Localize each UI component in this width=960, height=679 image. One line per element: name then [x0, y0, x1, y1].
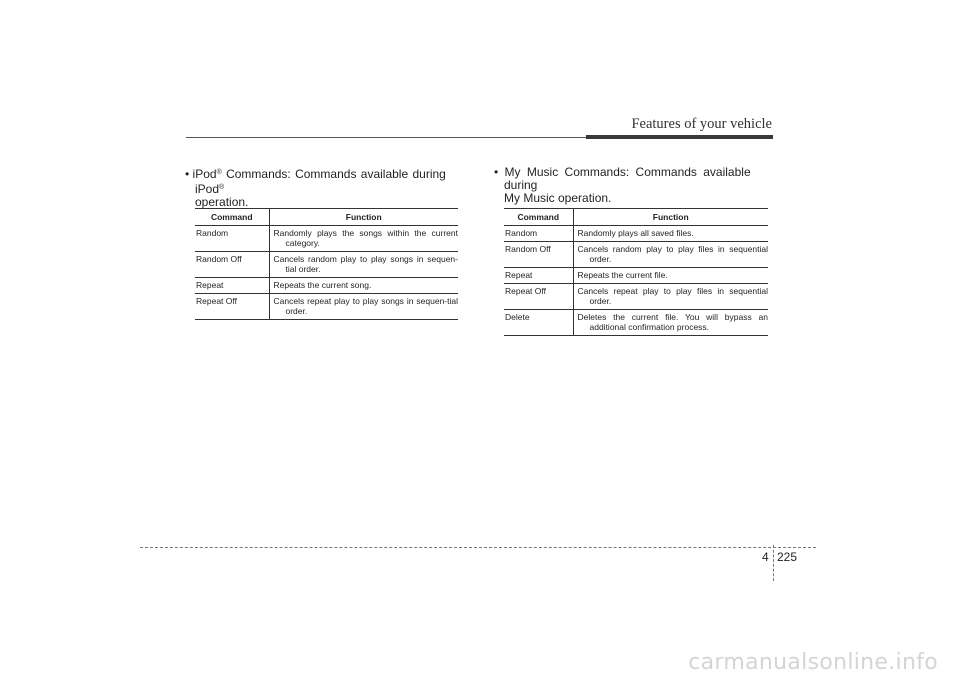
footer-page-divider: [773, 545, 774, 581]
function-text: Randomly plays the songs within the current category.: [273, 228, 458, 248]
table-row: [195, 226, 458, 252]
my-music-commands-table: [504, 208, 768, 336]
watermark: carmanualsonline.info: [688, 650, 938, 675]
function-cell: [573, 284, 768, 310]
function-text: Cancels repeat play to play songs in sequen-tial order.: [273, 296, 458, 316]
column-header-command: Command: [504, 209, 573, 226]
my-music-bullet-line1: • My Music Commands: Commands available during: [494, 165, 751, 192]
table-row: [195, 252, 458, 278]
function-cell: [573, 226, 768, 242]
command-cell: Random: [504, 226, 573, 242]
function-cell: [269, 294, 458, 320]
function-text: Randomly plays all saved files.: [577, 228, 694, 238]
footer-divider: [140, 547, 816, 548]
table-header-row: [504, 209, 768, 226]
function-cell: [269, 226, 458, 252]
command-cell: Random Off: [504, 242, 573, 268]
function-text: Cancels random play to play files in sequential order.: [577, 244, 768, 264]
function-text: Repeats the current file.: [577, 270, 668, 280]
registered-mark: ®: [216, 169, 222, 176]
function-text: Repeats the current song.: [273, 280, 372, 290]
column-header-function: Function: [269, 209, 458, 226]
function-text: Deletes the current file. You will bypass an additional confirmation process.: [577, 312, 768, 332]
function-cell: [269, 252, 458, 278]
my-music-bullet-text: [494, 166, 775, 205]
command-cell: Repeat: [504, 268, 573, 284]
ipod-bullet-middle: Commands: Commands available during iPod: [195, 167, 446, 196]
ipod-commands-section: [185, 166, 465, 316]
function-cell: [573, 268, 768, 284]
function-cell: [573, 310, 768, 336]
command-cell: Repeat Off: [504, 284, 573, 310]
column-header-function: Function: [573, 209, 768, 226]
function-cell: [573, 242, 768, 268]
table-header-row: [195, 209, 458, 226]
table-row: [504, 268, 768, 284]
page-number: 225: [777, 550, 798, 564]
table-row: [504, 284, 768, 310]
header-rule-accent: [586, 135, 773, 139]
command-cell: Repeat Off: [195, 294, 269, 320]
table-row: [504, 226, 768, 242]
registered-mark: ®: [219, 184, 225, 191]
chapter-number: 4: [762, 550, 769, 564]
function-cell: [269, 278, 458, 294]
ipod-commands-table: [195, 208, 458, 320]
my-music-commands-section: [494, 165, 775, 332]
table-row: [195, 278, 458, 294]
command-cell: Delete: [504, 310, 573, 336]
command-cell: Random Off: [195, 252, 269, 278]
command-cell: Repeat: [195, 278, 269, 294]
command-cell: Random: [195, 226, 269, 252]
section-title: Features of your vehicle: [631, 116, 772, 132]
column-header-command: Command: [195, 209, 269, 226]
ipod-bullet-prefix: • iPod: [185, 167, 217, 181]
function-text: Cancels repeat play to play files in sequential order.: [577, 286, 768, 306]
table-row: [504, 242, 768, 268]
ipod-bullet-text: [185, 166, 465, 209]
table-row: [195, 294, 458, 320]
ipod-bullet-end: operation.: [195, 195, 249, 209]
function-text: Cancels random play to play songs in sequen-tial order.: [273, 254, 458, 274]
header-rule: [186, 137, 586, 138]
my-music-bullet-line2: My Music operation.: [504, 191, 612, 205]
table-row: [504, 310, 768, 336]
